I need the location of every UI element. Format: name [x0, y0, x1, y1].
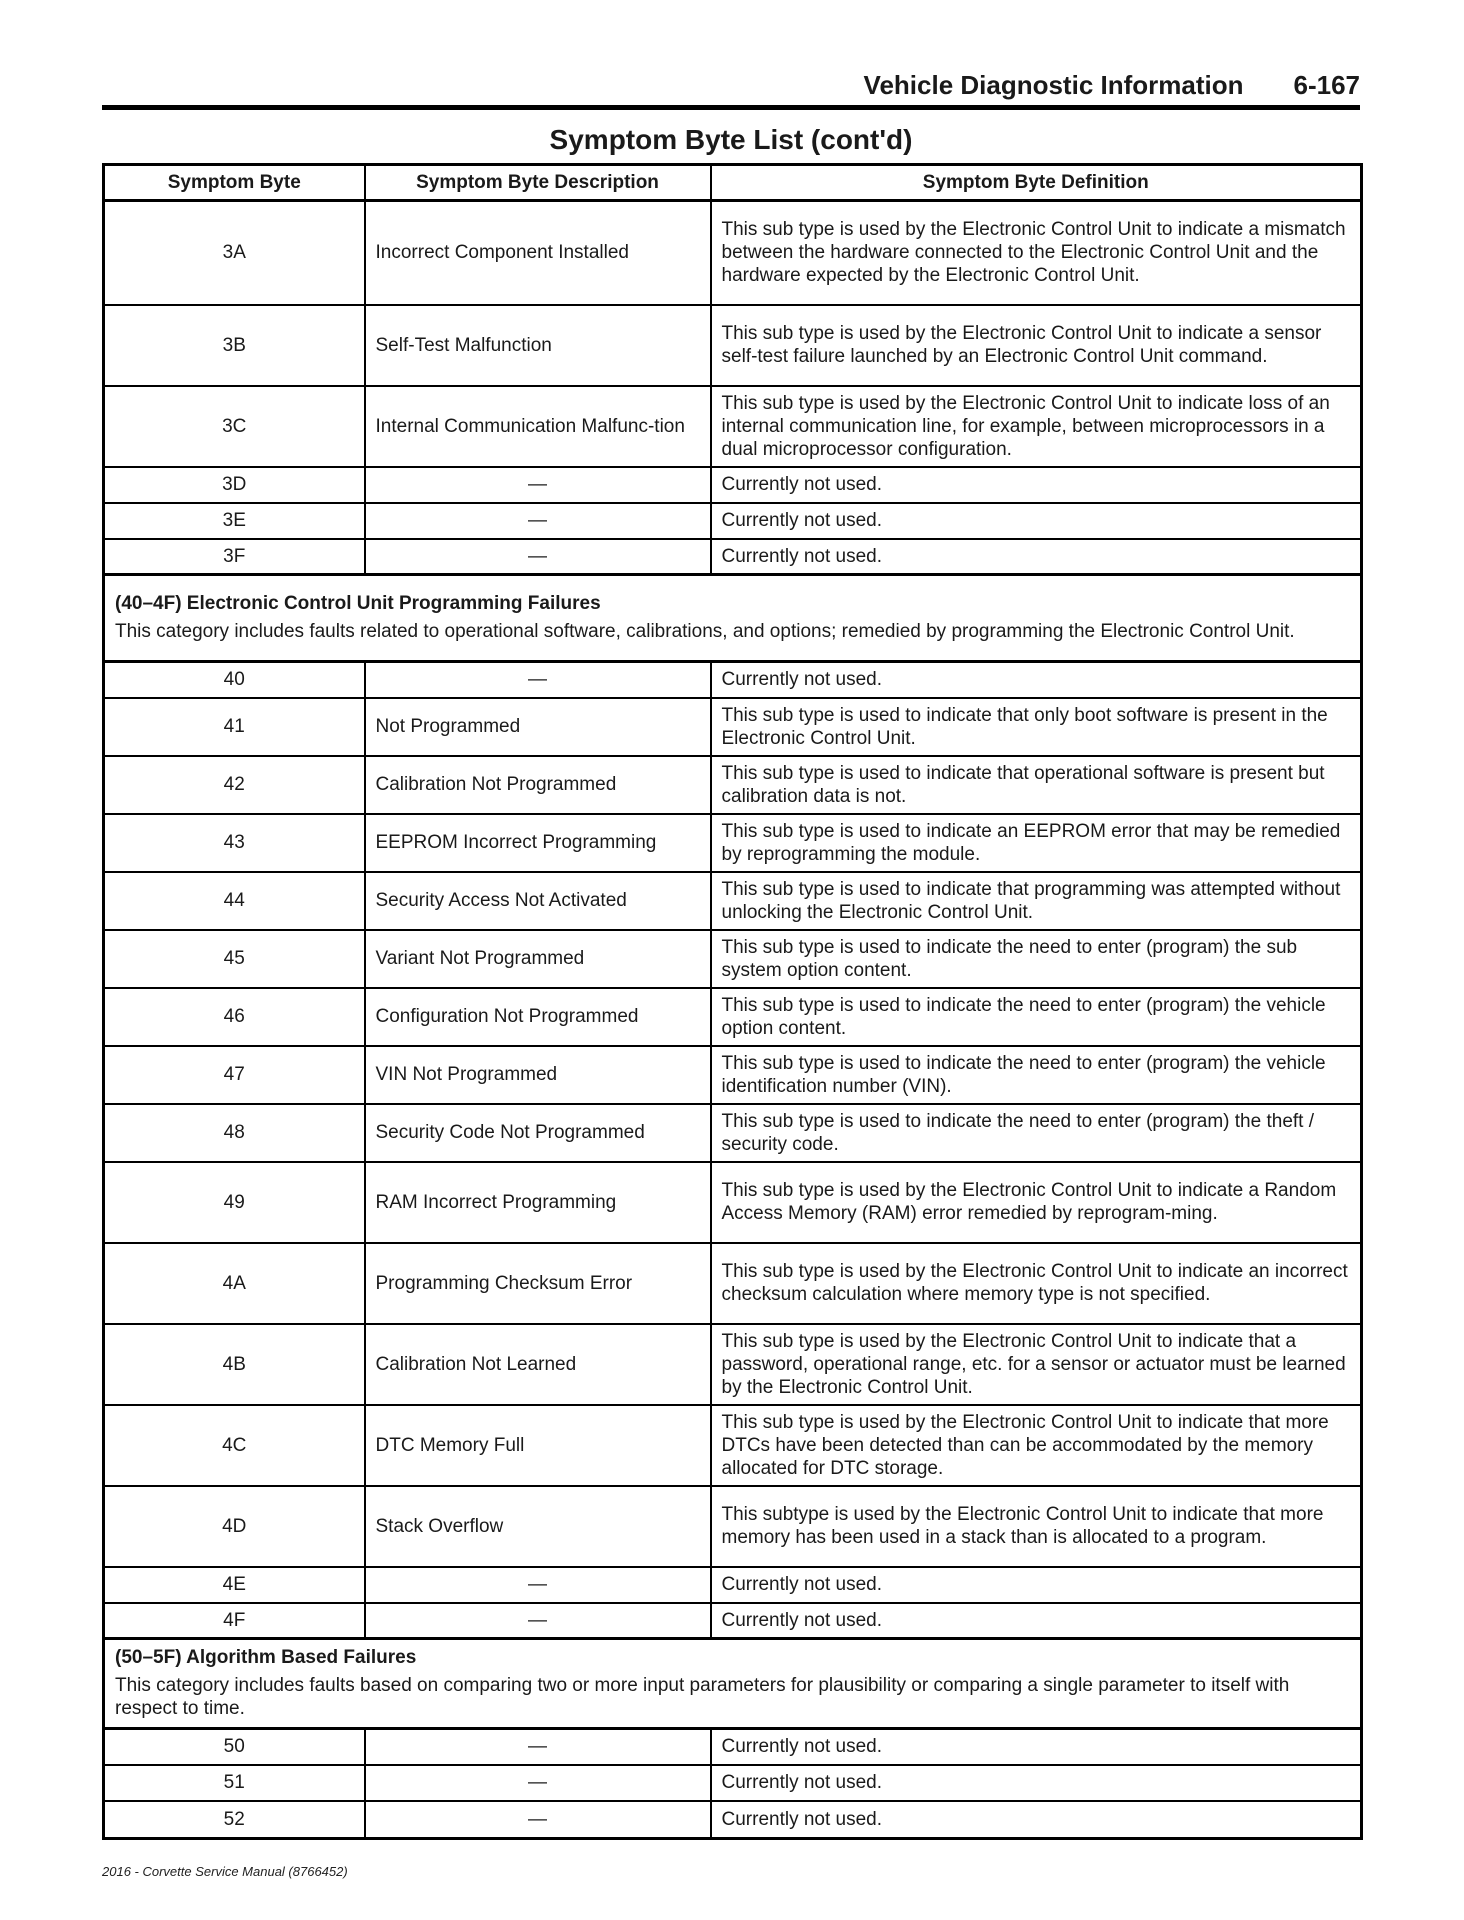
column-header-symptom-byte: Symptom Byte	[104, 165, 365, 201]
symptom-byte-cell: 50	[104, 1729, 365, 1765]
symptom-byte-cell: 49	[104, 1162, 365, 1243]
symptom-byte-cell: 3D	[104, 467, 365, 503]
symptom-byte-cell: 46	[104, 988, 365, 1046]
symptom-byte-cell: 48	[104, 1104, 365, 1162]
symptom-byte-cell: 52	[104, 1801, 365, 1839]
symptom-definition-cell: Currently not used.	[711, 1729, 1362, 1765]
symptom-byte-cell: 42	[104, 756, 365, 814]
symptom-byte-cell: 4E	[104, 1567, 365, 1603]
symptom-byte-cell: 44	[104, 872, 365, 930]
table-row	[104, 1324, 1362, 1405]
table-row	[104, 539, 1362, 575]
category-section-cell	[104, 575, 1362, 662]
symptom-definition-cell: This sub type is used to indicate the need to enter (program) the vehicle option content.	[711, 988, 1362, 1046]
table-row	[104, 930, 1362, 988]
symptom-description-cell: Incorrect Component Installed	[365, 201, 711, 305]
symptom-definition-cell: Currently not used.	[711, 1567, 1362, 1603]
symptom-definition-cell: Currently not used.	[711, 1801, 1362, 1839]
symptom-description-cell: —	[365, 1567, 711, 1603]
table-row	[104, 1104, 1362, 1162]
table-row	[104, 1162, 1362, 1243]
symptom-description-cell: Security Code Not Programmed	[365, 1104, 711, 1162]
symptom-byte-cell: 45	[104, 930, 365, 988]
symptom-description-cell: —	[365, 1765, 711, 1801]
category-description: This category includes faults related to operational software, calibrations, and options; remedied by programming the Electronic Control Unit.	[115, 620, 1295, 642]
table-row	[104, 503, 1362, 539]
symptom-definition-cell: This sub type is used by the Electronic Control Unit to indicate a sensor self-test failure launched by an Electronic Control Unit command.	[711, 305, 1362, 386]
table-row	[104, 1801, 1362, 1839]
table-body	[104, 201, 1362, 1839]
symptom-description-cell: Variant Not Programmed	[365, 930, 711, 988]
symptom-definition-cell: This sub type is used by the Electronic Control Unit to indicate that a password, operational range, etc. for a sensor or actuator must be learned by the Electronic Control Unit.	[711, 1324, 1362, 1405]
table-row	[104, 201, 1362, 305]
symptom-byte-cell: 41	[104, 698, 365, 756]
table-row	[104, 1567, 1362, 1603]
table-row	[104, 988, 1362, 1046]
category-description: This category includes faults based on comparing two or more input parameters for plausibility or comparing a single parameter to itself with respect to time.	[115, 1674, 1290, 1719]
symptom-definition-cell: Currently not used.	[711, 662, 1362, 698]
table-row	[104, 1486, 1362, 1567]
symptom-definition-cell: This sub type is used to indicate that programming was attempted without unlocking the Electronic Control Unit.	[711, 872, 1362, 930]
table-row	[104, 305, 1362, 386]
symptom-byte-cell: 3F	[104, 539, 365, 575]
symptom-definition-cell: This sub type is used to indicate an EEPROM error that may be remedied by reprogramming the module.	[711, 814, 1362, 872]
symptom-description-cell: Internal Communication Malfunc-tion	[365, 386, 711, 467]
symptom-byte-table	[102, 163, 1363, 1840]
symptom-definition-cell: Currently not used.	[711, 1765, 1362, 1801]
table-row	[104, 662, 1362, 698]
table-row	[104, 1603, 1362, 1639]
table-row	[104, 872, 1362, 930]
table-row	[104, 1405, 1362, 1486]
table-row	[104, 1729, 1362, 1765]
symptom-description-cell: —	[365, 1801, 711, 1839]
category-title: (40–4F) Electronic Control Unit Programming Failures	[115, 592, 601, 614]
table-row	[104, 1243, 1362, 1324]
symptom-byte-cell: 4D	[104, 1486, 365, 1567]
symptom-byte-cell: 40	[104, 662, 365, 698]
symptom-definition-cell: Currently not used.	[711, 1603, 1362, 1639]
table-row	[104, 698, 1362, 756]
section-title: Vehicle Diagnostic Information	[863, 70, 1244, 100]
symptom-definition-cell: This sub type is used to indicate the need to enter (program) the sub system option content.	[711, 930, 1362, 988]
symptom-byte-cell: 4C	[104, 1405, 365, 1486]
footer-manual-title: 2016 - Corvette Service Manual (8766452)	[102, 1864, 348, 1879]
table-header-row	[104, 165, 1362, 201]
symptom-description-cell: Programming Checksum Error	[365, 1243, 711, 1324]
symptom-byte-cell: 4B	[104, 1324, 365, 1405]
category-section-cell	[104, 1639, 1362, 1729]
symptom-description-cell: VIN Not Programmed	[365, 1046, 711, 1104]
symptom-description-cell: —	[365, 467, 711, 503]
category-section-row	[104, 575, 1362, 662]
symptom-byte-cell: 3A	[104, 201, 365, 305]
symptom-byte-cell: 3E	[104, 503, 365, 539]
symptom-byte-cell: 43	[104, 814, 365, 872]
symptom-definition-cell: Currently not used.	[711, 467, 1362, 503]
table-title: Symptom Byte List (cont'd)	[549, 124, 913, 155]
symptom-byte-cell: 4F	[104, 1603, 365, 1639]
symptom-description-cell: —	[365, 1729, 711, 1765]
symptom-definition-cell: This sub type is used by the Electronic Control Unit to indicate that more DTCs have been detected than can be accommodated by the memory allocated for DTC storage.	[711, 1405, 1362, 1486]
page-number: 6-167	[1293, 70, 1360, 100]
symptom-definition-cell: This sub type is used by the Electronic Control Unit to indicate a mismatch between the hardware connected to the Electronic Control Unit and the hardware expected by the Electronic Control Unit.	[711, 201, 1362, 305]
category-title: (50–5F) Algorithm Based Failures	[115, 1646, 417, 1668]
symptom-definition-cell: This sub type is used to indicate the need to enter (program) the vehicle identification number (VIN).	[711, 1046, 1362, 1104]
symptom-description-cell: RAM Incorrect Programming	[365, 1162, 711, 1243]
symptom-definition-cell: This sub type is used by the Electronic Control Unit to indicate a Random Access Memory (RAM) error remedied by reprogram-ming.	[711, 1162, 1362, 1243]
column-header-definition: Symptom Byte Definition	[711, 165, 1362, 201]
symptom-description-cell: Stack Overflow	[365, 1486, 711, 1567]
symptom-definition-cell: This sub type is used by the Electronic Control Unit to indicate an incorrect checksum calculation where memory type is not specified.	[711, 1243, 1362, 1324]
symptom-byte-cell: 47	[104, 1046, 365, 1104]
symptom-definition-cell: Currently not used.	[711, 539, 1362, 575]
symptom-byte-cell: 3C	[104, 386, 365, 467]
table-row	[104, 756, 1362, 814]
symptom-description-cell: Configuration Not Programmed	[365, 988, 711, 1046]
symptom-description-cell: DTC Memory Full	[365, 1405, 711, 1486]
category-section-row	[104, 1639, 1362, 1729]
symptom-description-cell: Calibration Not Programmed	[365, 756, 711, 814]
table-row	[104, 386, 1362, 467]
table-row	[104, 814, 1362, 872]
table-row	[104, 1765, 1362, 1801]
symptom-definition-cell: This sub type is used by the Electronic Control Unit to indicate loss of an internal communication line, for example, between microprocessors in a dual microprocessor configuration.	[711, 386, 1362, 467]
symptom-byte-cell: 4A	[104, 1243, 365, 1324]
symptom-byte-cell: 3B	[104, 305, 365, 386]
symptom-description-cell: Calibration Not Learned	[365, 1324, 711, 1405]
table-row	[104, 1046, 1362, 1104]
symptom-description-cell: —	[365, 1603, 711, 1639]
symptom-description-cell: Not Programmed	[365, 698, 711, 756]
symptom-description-cell: —	[365, 503, 711, 539]
table-row	[104, 467, 1362, 503]
symptom-definition-cell: This sub type is used to indicate that only boot software is present in the Electronic Control Unit.	[711, 698, 1362, 756]
symptom-description-cell: —	[365, 539, 711, 575]
symptom-description-cell: Self-Test Malfunction	[365, 305, 711, 386]
symptom-definition-cell: Currently not used.	[711, 503, 1362, 539]
running-header	[102, 70, 1360, 110]
column-header-description: Symptom Byte Description	[365, 165, 711, 201]
symptom-definition-cell: This sub type is used to indicate the need to enter (program) the theft / security code.	[711, 1104, 1362, 1162]
symptom-definition-cell: This sub type is used to indicate that operational software is present but calibration data is not.	[711, 756, 1362, 814]
symptom-description-cell: Security Access Not Activated	[365, 872, 711, 930]
symptom-description-cell: EEPROM Incorrect Programming	[365, 814, 711, 872]
symptom-byte-cell: 51	[104, 1765, 365, 1801]
symptom-description-cell: —	[365, 662, 711, 698]
symptom-definition-cell: This subtype is used by the Electronic Control Unit to indicate that more memory has been used in a stack than is allocated to a program.	[711, 1486, 1362, 1567]
